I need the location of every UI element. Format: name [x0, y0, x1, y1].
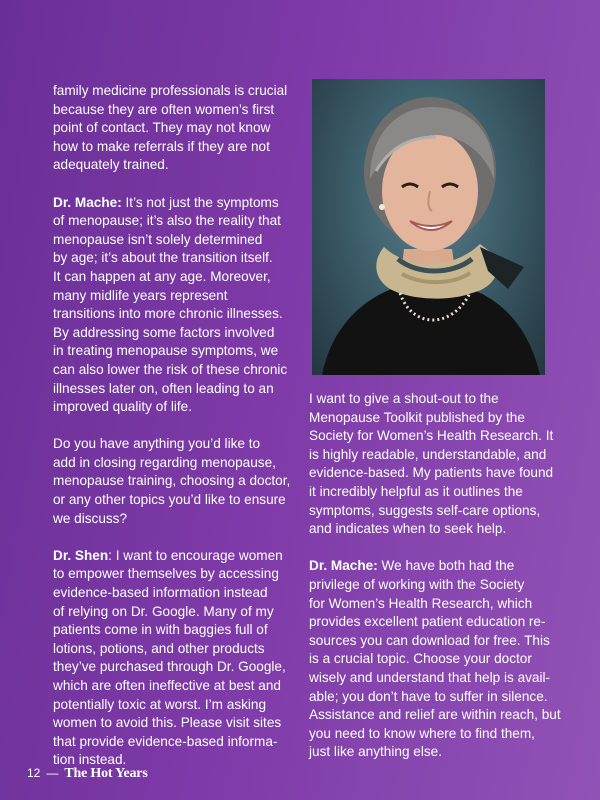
text-line: and indicates when to seek help.: [309, 521, 507, 537]
text-line: By addressing some factors involved: [53, 324, 275, 340]
text-segment: It’s not just the symptoms: [121, 194, 279, 210]
text-line: or any other topics you’d like to ensure: [53, 492, 286, 508]
text-line: I want to give a shout-out to the: [309, 391, 499, 406]
text-line: it incredibly helpful as it outlines the: [309, 483, 523, 499]
text-line: menopause training, choosing a doctor,: [53, 473, 291, 489]
text-line: how to make referrals if they are not: [53, 138, 270, 154]
text-line: family medicine professionals is crucial: [53, 83, 288, 98]
text-segment: We have both had the: [377, 558, 515, 574]
text-line: women to avoid this. Please visit sites: [53, 715, 282, 731]
text-line: to empower themselves by accessing: [53, 566, 279, 582]
text-line: privilege of working with the Society: [309, 576, 525, 592]
speaker-label: Dr. Mache:: [309, 558, 378, 574]
text-line: Menopause Toolkit published by the: [309, 409, 525, 425]
right-column: [309, 390, 561, 780]
text-line: which are often ineffective at best and: [53, 678, 281, 693]
text-line: patients come in with baggies full of: [53, 622, 268, 638]
paragraph-dr-mache-answer: [53, 194, 303, 417]
text-line: is a crucial topic. Choose your doctor: [309, 651, 532, 667]
paragraph-dr-mache-closing: [309, 557, 561, 762]
text-line: Society for Women’s Health Research. It: [309, 428, 554, 444]
text-line: we discuss?: [53, 510, 128, 526]
footer-separator: —: [46, 766, 59, 780]
text-line: [309, 557, 557, 576]
text-line: can also lower the risk of these chronic: [53, 361, 288, 377]
text-line: menopause isn’t solely determined: [53, 231, 263, 247]
paragraph-dr-shen-answer: [53, 547, 303, 770]
text-line: because they are often women’s first: [53, 101, 275, 117]
text-line: of menopause; it’s also the reality that: [53, 213, 281, 229]
text-line: wisely and understand that help is avail-: [309, 669, 551, 685]
text-line: many midlife years represent: [53, 287, 228, 303]
text-line: just like anything else.: [309, 744, 442, 760]
text-line: add in closing regarding menopause,: [53, 454, 276, 470]
left-column: [53, 82, 303, 789]
text-line: sources you can download for free. This: [309, 632, 550, 648]
publication-name: The Hot Years: [64, 766, 148, 781]
text-line: [53, 194, 303, 213]
text-line: Assistance and relief are within reach, but: [309, 707, 561, 723]
text-line: for Women’s Health Research, which: [309, 595, 533, 611]
text-line: Do you have anything you’d like to: [53, 436, 261, 452]
text-line: able; you don’t have to suffer in silence.: [309, 688, 548, 704]
page-number: 12: [27, 766, 41, 780]
text-line: potentially toxic at worst. I’m asking: [53, 696, 267, 712]
text-line: It can happen at any age. Moreover,: [53, 268, 271, 284]
text-line: provides excellent patient education re-: [309, 614, 546, 630]
text-line: you need to know where to find them,: [309, 725, 535, 741]
text-line: point of contact. They may not know: [53, 120, 271, 136]
text-line: illnesses later on, often leading to an: [53, 380, 274, 396]
text-line: transitions into more chronic illnesses.: [53, 306, 283, 322]
paragraph-training: [53, 82, 303, 175]
text-line: improved quality of life.: [53, 399, 193, 415]
portrait-photo: [312, 79, 545, 375]
speaker-label: Dr. Shen: [53, 547, 109, 563]
text-segment: : I want to encourage women: [108, 547, 283, 563]
text-line: [53, 547, 303, 566]
text-line: by age; it’s about the transition itself.: [53, 250, 273, 266]
text-line: tion instead.: [53, 752, 127, 768]
text-line: in treating menopause symptoms, we: [53, 343, 279, 359]
text-line: of relying on Dr. Google. Many of my: [53, 603, 274, 619]
page-footer: [27, 766, 148, 782]
paragraph-closing-question: [53, 435, 303, 528]
text-line: evidence-based. My patients have found: [309, 465, 554, 481]
text-line: that provide evidence-based informa-: [53, 733, 278, 749]
text-line: symptoms, suggests self-care options,: [309, 502, 541, 518]
text-line: they’ve purchased through Dr. Google,: [53, 659, 286, 675]
speaker-label: Dr. Mache:: [53, 194, 122, 210]
text-line: lotions, potions, and other products: [53, 640, 265, 656]
portrait-illustration: [312, 79, 545, 375]
text-line: is highly readable, understandable, and: [309, 446, 547, 462]
text-line: adequately trained.: [53, 157, 169, 173]
text-line: evidence-based information instead: [53, 585, 268, 601]
paragraph-toolkit-shoutout: [309, 390, 557, 539]
